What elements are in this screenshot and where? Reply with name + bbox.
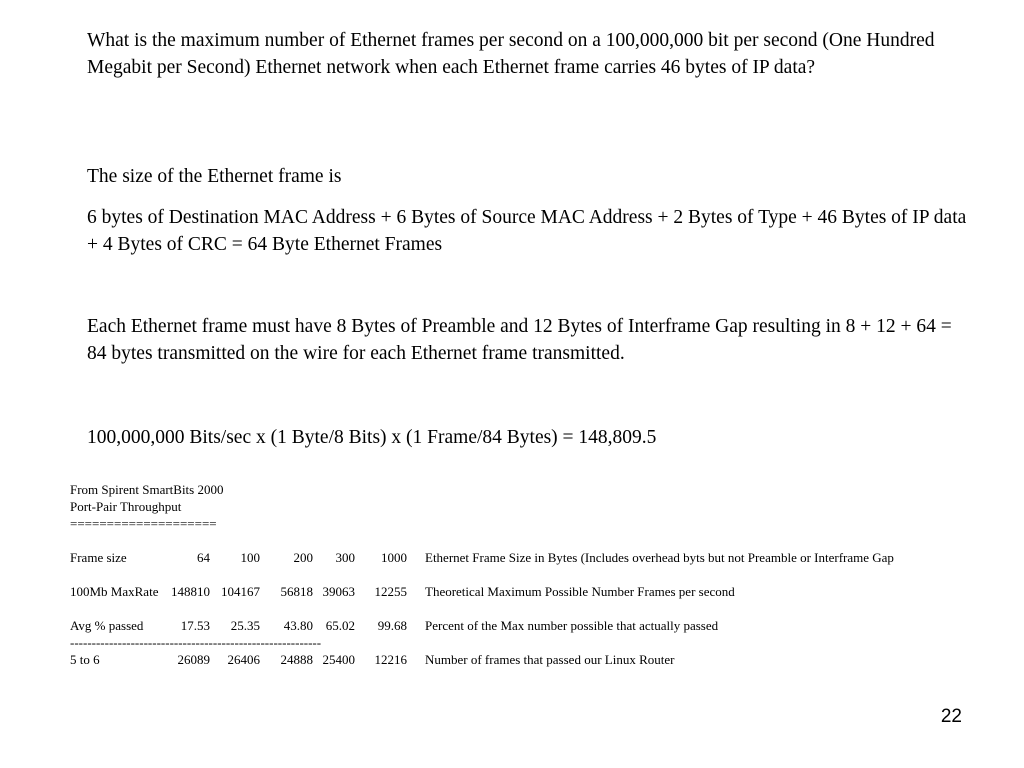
row-note: Ethernet Frame Size in Bytes (Includes overhead byts but not Preamble or Interframe Gap: [425, 550, 894, 565]
report-row-frame-size: [70, 549, 970, 566]
row-value: 26089: [177, 652, 210, 667]
row-value: 99.68: [377, 618, 407, 633]
row-value: 1000: [381, 550, 407, 565]
report-separator: ----------------------------------------------------------: [70, 635, 322, 650]
row-label: 5 to 6: [70, 652, 100, 667]
row-value: 100: [240, 550, 260, 565]
page-number: 22: [940, 706, 962, 727]
row-value: 148810: [171, 584, 210, 599]
row-value: 17.53: [180, 618, 210, 633]
row-value: 64: [197, 550, 210, 565]
row-value: 25.35: [230, 618, 260, 633]
row-value: 26406: [227, 652, 260, 667]
row-value: 65.02: [325, 618, 355, 633]
row-value: 24888: [280, 652, 313, 667]
frame-size-breakdown: 6 bytes of Destination MAC Address + 6 Bytes of Source MAC Address + 2 Bytes of Type + 46 Bytes of IP data + 4 Bytes of CRC = 64 Byte Ethernet Frames: [87, 207, 967, 255]
row-note: Percent of the Max number possible that actually passed: [425, 618, 719, 633]
row-value: 12255: [374, 584, 407, 599]
row-value: 39063: [322, 584, 355, 599]
row-label: 100Mb MaxRate: [70, 584, 159, 599]
report-row-5-to-6: [70, 651, 970, 668]
report-test-name: Port-Pair Throughput: [70, 499, 182, 514]
row-value: 25400: [322, 652, 355, 667]
report-row-avg-passed: [70, 617, 970, 634]
row-value: 200: [293, 550, 313, 565]
overhead-paragraph: Each Ethernet frame must have 8 Bytes of Preamble and 12 Bytes of Interframe Gap resulting in 8 + 12 + 64 = 84 bytes transmitted on the wire for each Ethernet frame transmitted.: [87, 316, 952, 364]
row-label: Frame size: [70, 550, 127, 565]
report-underline: ====================: [70, 516, 217, 531]
row-value: 12216: [374, 652, 407, 667]
row-label: Avg % passed: [70, 618, 144, 633]
row-note: Theoretical Maximum Possible Number Frames per second: [425, 584, 735, 599]
throughput-report: [70, 481, 970, 668]
row-value: 56818: [280, 584, 313, 599]
row-value: 104167: [221, 584, 260, 599]
row-value: 300: [335, 550, 355, 565]
report-row-max-rate: [70, 583, 970, 600]
frame-size-intro: The size of the Ethernet frame is: [87, 166, 342, 187]
question-paragraph: What is the maximum number of Ethernet frames per second on a 100,000,000 bit per second (One Hundred Megabit per Second) Ethernet network when each Ethernet frame carries 46 bytes of IP data?: [87, 30, 935, 78]
calculation-line: 100,000,000 Bits/sec x (1 Byte/8 Bits) x (1 Frame/84 Bytes) = 148,809.5: [87, 427, 657, 448]
row-note: Number of frames that passed our Linux Router: [425, 652, 675, 667]
report-source: From Spirent SmartBits 2000: [70, 482, 224, 497]
row-value: 43.80: [283, 618, 313, 633]
